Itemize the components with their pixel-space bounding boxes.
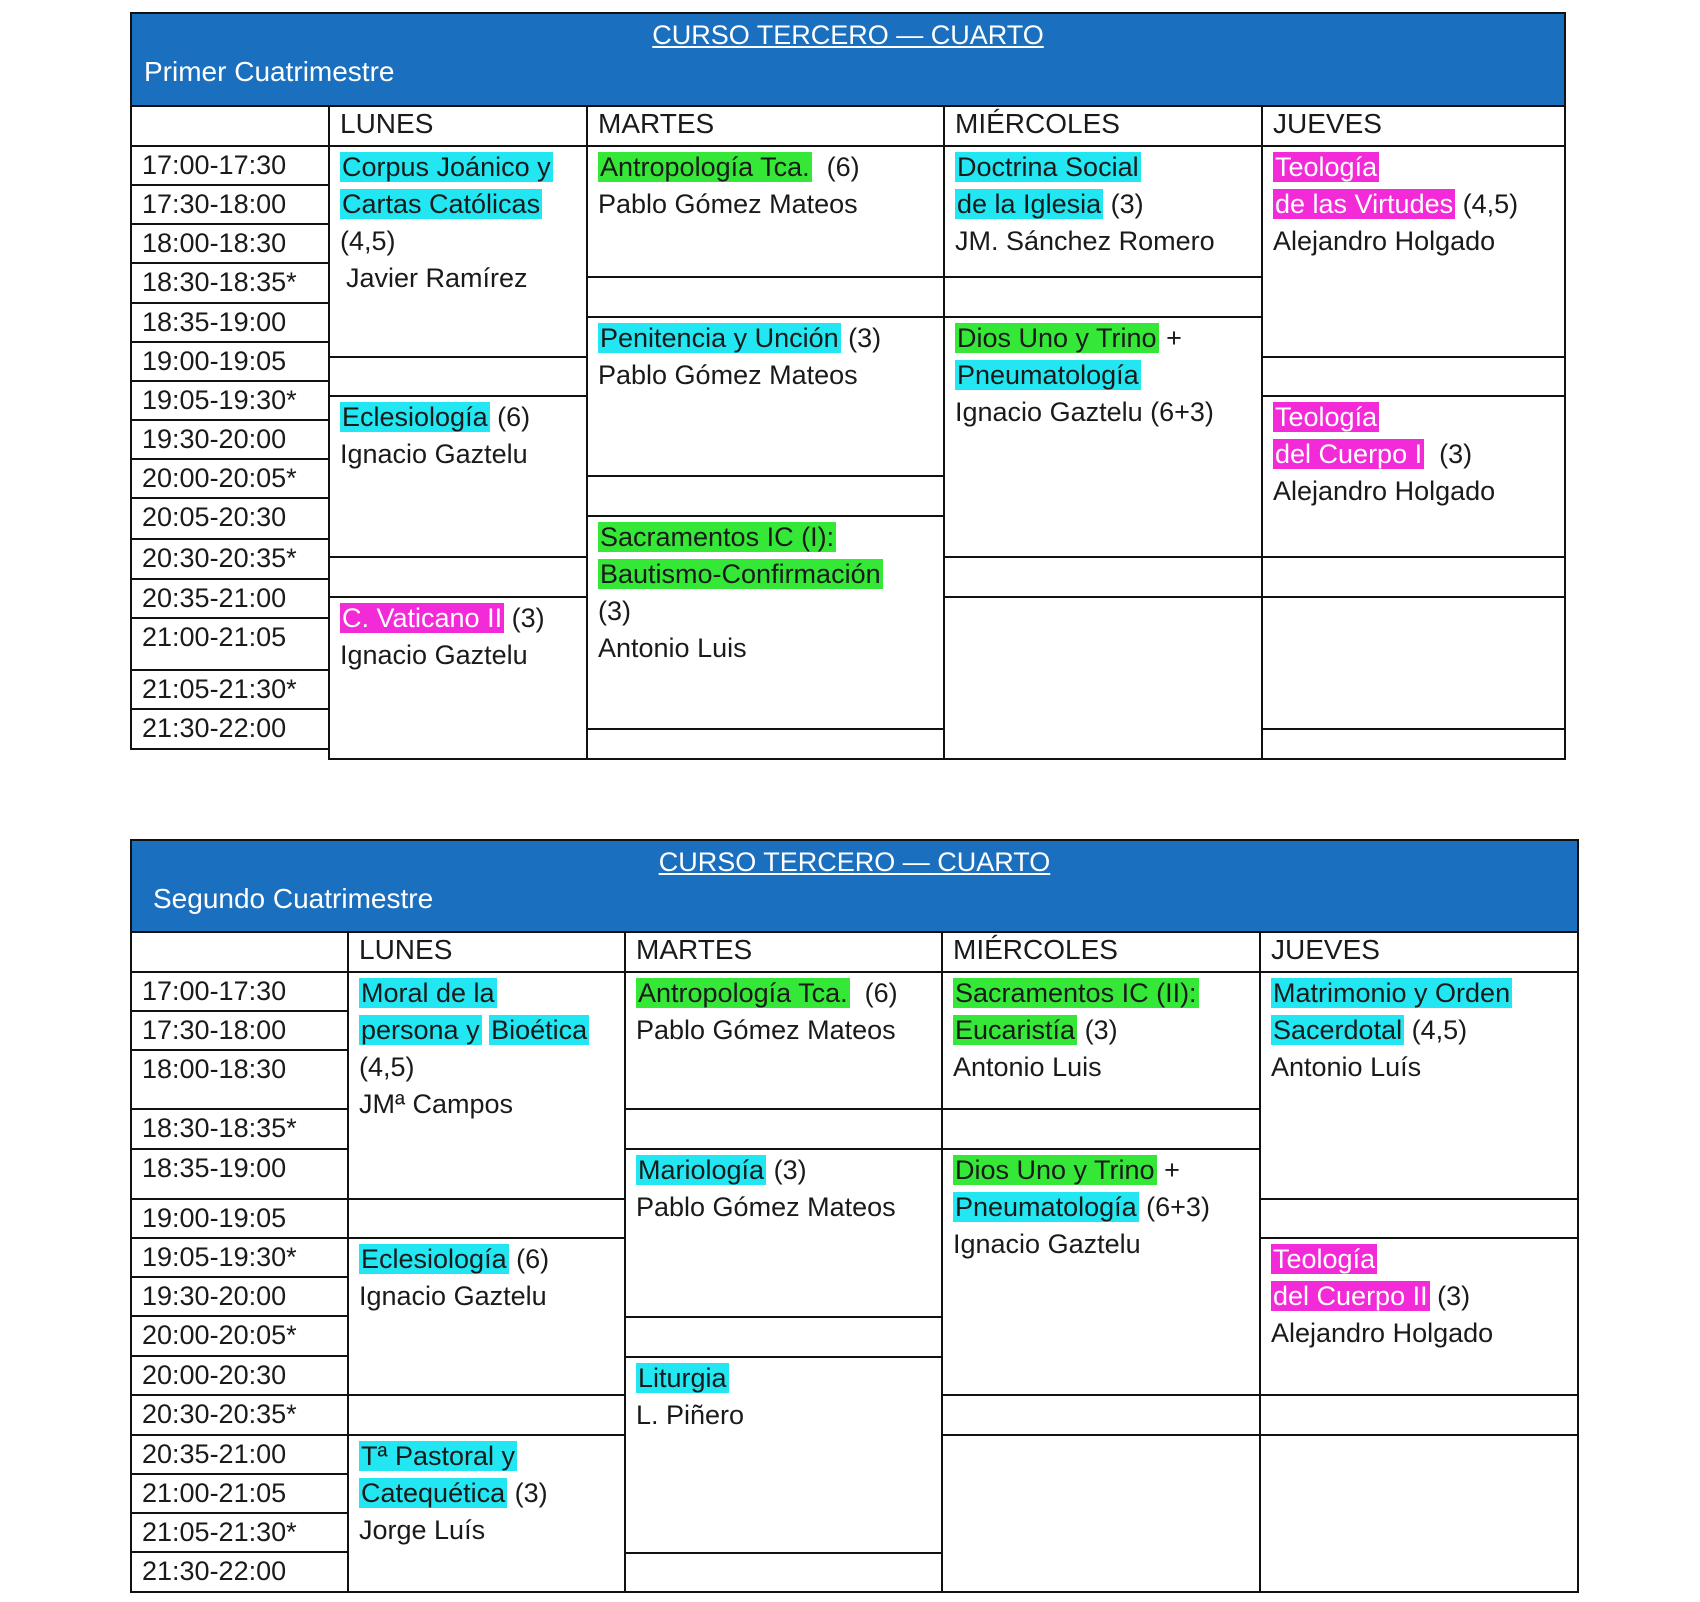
- time-slot: 17:30-18:00: [130, 184, 330, 225]
- course-name: del Cuerpo I: [1275, 439, 1423, 469]
- professor-name: Javier Ramírez: [346, 263, 528, 293]
- course-name: Sacramentos IC (II):: [955, 978, 1197, 1008]
- time-slot: 18:00-18:30: [130, 223, 330, 264]
- schedule-title: CURSO TERCERO — CUARTO: [658, 847, 1051, 877]
- class-block: [347, 971, 626, 1200]
- course-name: Cartas Católicas: [342, 189, 541, 219]
- class-block: [1259, 971, 1579, 1200]
- header-miercoles: MIÉRCOLES: [941, 931, 1261, 973]
- header-lunes: LUNES: [347, 931, 626, 973]
- course-credits: (3): [848, 323, 882, 353]
- course-credits: (3): [1437, 1281, 1471, 1311]
- professor-name: Alejandro Holgado: [1273, 226, 1496, 256]
- class-block: [328, 395, 588, 558]
- course-credits: (3): [511, 603, 545, 633]
- class-block: [1261, 145, 1566, 358]
- course-credits: (3): [514, 1478, 548, 1508]
- time-slot: 18:35-19:00: [130, 1148, 349, 1200]
- plus-sign: +: [1166, 323, 1182, 353]
- time-slot: 19:05-19:30*: [130, 380, 330, 421]
- course-name: Catequética: [361, 1478, 506, 1508]
- course-credits: (6+3): [1146, 1192, 1210, 1222]
- class-block: [943, 145, 1263, 278]
- time-slot: 20:35-21:00: [130, 1434, 349, 1475]
- time-slot: 19:30-20:00: [130, 1276, 349, 1317]
- time-slot: 18:35-19:00: [130, 302, 330, 343]
- course-name: Moral de la: [361, 978, 495, 1008]
- course-name: Teología: [1273, 1244, 1376, 1274]
- professor-name: Alejandro Holgado: [1273, 476, 1496, 506]
- empty-slot: [624, 1552, 943, 1593]
- course-name: Mariología: [638, 1155, 765, 1185]
- course-credits: (4,5): [1462, 189, 1519, 219]
- empty-slot: [943, 556, 1263, 598]
- header-martes: MARTES: [624, 931, 943, 973]
- professor-name: Pablo Gómez Mateos: [636, 1015, 896, 1045]
- header-empty: [130, 105, 330, 147]
- professor-name: Antonio Luis: [598, 633, 747, 663]
- class-block: [328, 145, 588, 358]
- time-slot: 20:00-20:05*: [130, 458, 330, 499]
- empty-slot: [941, 1394, 1261, 1436]
- course-name: Doctrina Social: [957, 152, 1139, 182]
- course-name: Eclesiología: [361, 1244, 507, 1274]
- professor-name: Ignacio Gaztelu (6+3): [955, 397, 1214, 427]
- class-block: [943, 316, 1263, 558]
- class-block: [586, 316, 945, 477]
- time-slot: 19:30-20:00: [130, 419, 330, 460]
- course-credits: (6): [826, 152, 860, 182]
- course-name: Sacramentos IC (I):: [600, 522, 835, 552]
- empty-slot: [943, 596, 1263, 760]
- empty-slot: [1259, 1434, 1579, 1593]
- course-credits: (4,5): [340, 226, 396, 256]
- empty-slot: [624, 1316, 943, 1358]
- time-slot: 20:05-20:30: [130, 497, 330, 540]
- course-name: Bautismo-Confirmación: [600, 559, 881, 589]
- professor-name: Ignacio Gaztelu: [340, 439, 528, 469]
- course-credits: (3): [1439, 439, 1473, 469]
- time-slot: 19:00-19:05: [130, 341, 330, 382]
- professor-name: Antonio Luis: [953, 1052, 1102, 1082]
- time-slot: 18:30-18:35*: [130, 262, 330, 304]
- professor-name: Ignacio Gaztelu: [359, 1281, 547, 1311]
- course-credits: (3): [773, 1155, 807, 1185]
- empty-slot: [347, 1198, 626, 1239]
- course-name: Pneumatología: [955, 1192, 1137, 1222]
- class-block: [624, 1356, 943, 1554]
- professor-name: Antonio Luís: [1271, 1052, 1422, 1082]
- class-block: [1261, 395, 1566, 558]
- schedule-banner: [130, 839, 1579, 933]
- schedule-title: CURSO TERCERO — CUARTO: [652, 20, 1044, 50]
- empty-slot: [328, 356, 588, 397]
- professor-name: JM. Sánchez Romero: [955, 226, 1215, 256]
- empty-slot: [586, 728, 945, 760]
- time-slot: 21:05-21:30*: [130, 669, 330, 710]
- header-empty: [130, 931, 349, 973]
- empty-slot: [1261, 728, 1566, 760]
- empty-slot: [1261, 556, 1566, 598]
- schedule-semester-2: [130, 839, 1579, 1593]
- course-name: Pneumatología: [957, 360, 1139, 390]
- empty-slot: [941, 1434, 1261, 1593]
- schedule-banner: [130, 12, 1566, 107]
- time-slot: 19:00-19:05: [130, 1198, 349, 1239]
- course-name: Dios Uno y Trino: [957, 323, 1157, 353]
- empty-slot: [943, 276, 1263, 318]
- class-block: [328, 596, 588, 760]
- empty-slot: [624, 1108, 943, 1150]
- time-slot: 21:30-22:00: [130, 1551, 349, 1593]
- course-name: Sacerdotal: [1273, 1015, 1403, 1045]
- course-name: Eucaristía: [955, 1015, 1076, 1045]
- professor-name: L. Piñero: [636, 1400, 745, 1430]
- time-slot: 17:00-17:30: [130, 145, 330, 186]
- course-name: Teología: [1275, 402, 1378, 432]
- header-jueves: JUEVES: [1261, 105, 1566, 147]
- class-block: [586, 515, 945, 730]
- course-name: Antropología Tca.: [600, 152, 810, 182]
- course-credits: (3): [1084, 1015, 1118, 1045]
- course-name: Penitencia y Unción: [600, 323, 839, 353]
- course-credits: (6): [497, 402, 531, 432]
- semester-label: Segundo Cuatrimestre: [153, 883, 434, 914]
- empty-slot: [941, 1108, 1261, 1150]
- time-slot: 17:00-17:30: [130, 971, 349, 1012]
- class-block: [586, 145, 945, 278]
- class-block: [941, 971, 1261, 1110]
- empty-slot: [586, 276, 945, 318]
- empty-slot: [347, 1394, 626, 1436]
- professor-name: Pablo Gómez Mateos: [636, 1192, 896, 1222]
- time-slot: 18:30-18:35*: [130, 1108, 349, 1150]
- professor-name: Pablo Gómez Mateos: [598, 189, 858, 219]
- class-block: [347, 1237, 626, 1396]
- semester-label: Primer Cuatrimestre: [144, 56, 395, 87]
- class-block: [941, 1148, 1261, 1396]
- course-name: Dios Uno y Trino: [955, 1155, 1155, 1185]
- header-lunes: LUNES: [328, 105, 588, 147]
- empty-slot: [1261, 596, 1566, 730]
- time-slot: 20:00-20:05*: [130, 1315, 349, 1357]
- time-slot: 20:30-20:35*: [130, 538, 330, 580]
- empty-slot: [328, 556, 588, 598]
- time-slot: 17:30-18:00: [130, 1010, 349, 1051]
- time-slot: 20:30-20:35*: [130, 1394, 349, 1436]
- course-name: persona y: [361, 1015, 480, 1045]
- course-name: C. Vaticano II: [342, 603, 503, 633]
- time-slot: 21:00-21:05: [130, 617, 330, 671]
- header-jueves: JUEVES: [1259, 931, 1579, 973]
- course-credits: (3): [598, 596, 631, 626]
- course-name: Matrimonio y Orden: [1273, 978, 1511, 1008]
- plus-sign: +: [1164, 1155, 1180, 1185]
- course-name: Tª Pastoral y: [361, 1441, 516, 1471]
- class-block: [347, 1434, 626, 1593]
- time-slot: 19:05-19:30*: [130, 1237, 349, 1278]
- empty-slot: [586, 475, 945, 517]
- class-block: [624, 971, 943, 1110]
- course-credits: (6): [516, 1244, 550, 1274]
- professor-name: Alejandro Holgado: [1271, 1318, 1494, 1348]
- professor-name: Ignacio Gaztelu: [340, 640, 528, 670]
- course-name: Liturgia: [638, 1363, 727, 1393]
- class-block: [1259, 1237, 1579, 1396]
- course-credits: (3): [1110, 189, 1144, 219]
- time-slot: 21:05-21:30*: [130, 1512, 349, 1553]
- course-name: del Cuerpo II: [1273, 1281, 1428, 1311]
- header-martes: MARTES: [586, 105, 945, 147]
- professor-name: Jorge Luís: [359, 1515, 486, 1545]
- time-slot: 18:00-18:30: [130, 1049, 349, 1110]
- course-credits: (4,5): [1411, 1015, 1468, 1045]
- schedule-semester-1: [130, 12, 1566, 760]
- course-name: de las Virtudes: [1275, 189, 1454, 219]
- time-slot: 21:30-22:00: [130, 708, 330, 750]
- course-name: Teología: [1275, 152, 1378, 182]
- time-slot: 20:00-20:30: [130, 1355, 349, 1396]
- class-block: [624, 1148, 943, 1318]
- time-slot: 21:00-21:05: [130, 1473, 349, 1514]
- professor-name: Ignacio Gaztelu: [953, 1229, 1141, 1259]
- course-name: Antropología Tca.: [638, 978, 848, 1008]
- professor-name: Pablo Gómez Mateos: [598, 360, 858, 390]
- empty-slot: [1261, 356, 1566, 397]
- course-credits: (4,5): [359, 1052, 415, 1082]
- header-miercoles: MIÉRCOLES: [943, 105, 1263, 147]
- course-name: Corpus Joánico y: [342, 152, 551, 182]
- professor-name: JMª Campos: [359, 1089, 514, 1119]
- course-name: Eclesiología: [342, 402, 488, 432]
- course-name: de la Iglesia: [957, 189, 1102, 219]
- course-name: Bioética: [491, 1015, 588, 1045]
- empty-slot: [1259, 1394, 1579, 1436]
- empty-slot: [1259, 1198, 1579, 1239]
- time-slot: 20:35-21:00: [130, 578, 330, 619]
- course-credits: (6): [864, 978, 898, 1008]
